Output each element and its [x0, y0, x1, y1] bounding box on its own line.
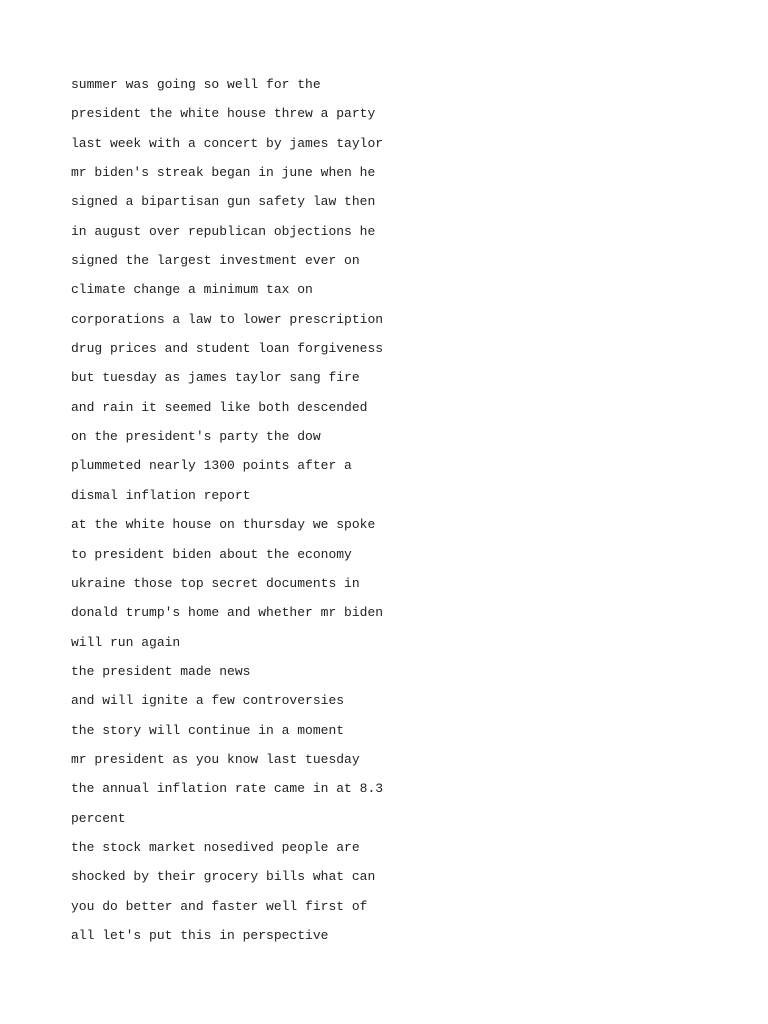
transcript-line: and will ignite a few controversies: [71, 693, 345, 709]
transcript-line: shocked by their grocery bills what can: [71, 869, 376, 885]
transcript-line: at the white house on thursday we spoke: [71, 517, 376, 533]
transcript-line: climate change a minimum tax on: [71, 282, 313, 298]
transcript-line: the president made news: [71, 663, 251, 679]
transcript-line: drug prices and student loan forgiveness: [71, 341, 384, 357]
transcript-line: will run again: [71, 634, 181, 650]
transcript-line: and rain it seemed like both descended: [71, 399, 368, 415]
transcript-line: plummeted nearly 1300 points after a: [71, 458, 352, 474]
transcript-line: to president biden about the economy: [71, 546, 352, 562]
transcript-line: corporations a law to lower prescription: [71, 311, 384, 327]
transcript-line: president the white house threw a party: [71, 106, 376, 122]
transcript-line: the story will continue in a moment: [71, 722, 345, 738]
transcript-line: all let's put this in perspective: [71, 927, 329, 943]
transcript-line: ukraine those top secret documents in: [71, 575, 360, 591]
transcript-line: mr biden's streak began in june when he: [71, 165, 376, 181]
transcript-line: dismal inflation report: [71, 487, 251, 503]
transcript-line: signed the largest investment ever on: [71, 253, 360, 269]
transcript-line: summer was going so well for the: [71, 77, 321, 92]
transcript-line: percent: [71, 810, 126, 826]
transcript-line: on the president's party the dow: [71, 429, 321, 445]
transcript-page: [71, 70, 711, 950]
transcript-line: the stock market nosedived people are: [71, 839, 360, 855]
transcript-line: but tuesday as james taylor sang fire: [71, 370, 360, 386]
transcript-line: donald trump's home and whether mr biden: [71, 605, 384, 621]
transcript-line: the annual inflation rate came in at 8.3: [71, 781, 384, 797]
transcript-line: you do better and faster well first of: [71, 898, 368, 914]
transcript-line: mr president as you know last tuesday: [71, 751, 360, 767]
transcript-line: in august over republican objections he: [71, 223, 376, 239]
transcript-line: last week with a concert by james taylor: [71, 135, 384, 151]
transcript-line: signed a bipartisan gun safety law then: [71, 194, 376, 210]
